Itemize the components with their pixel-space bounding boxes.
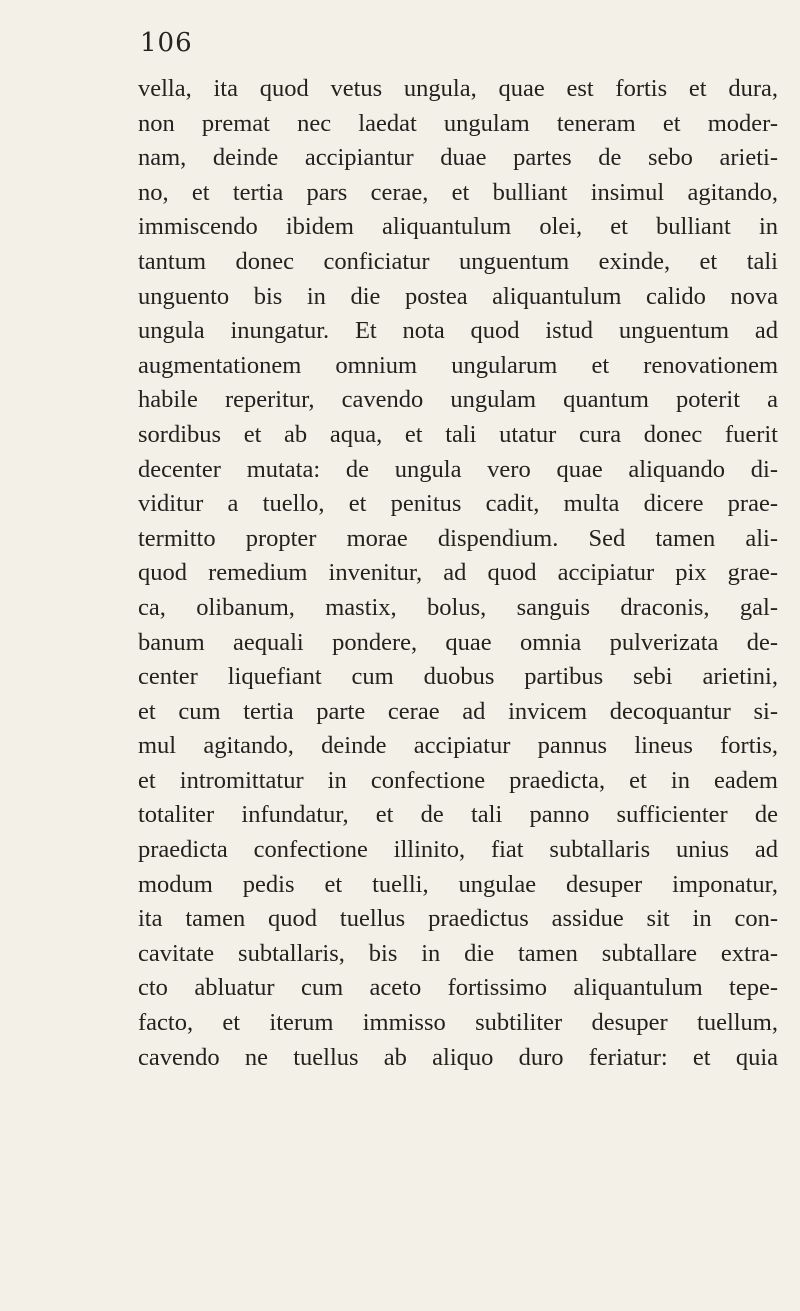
text-line: ca, olibanum, mastix, bolus, sanguis draconis, gal- <box>138 593 778 621</box>
text-line: tantum donec conficiatur unguentum exinde, et tali <box>138 247 778 275</box>
text-line: decenter mutata: de ungula vero quae aliquando di- <box>138 455 778 483</box>
text-line: totaliter infundatur, et de tali panno sufficienter de <box>138 801 778 829</box>
text-line: vella, ita quod vetus ungula, quae est fortis et dura, <box>138 75 778 102</box>
text-line: ita tamen quod tuellus praedictus assidue sit in con- <box>138 905 778 933</box>
text-line: quod remedium invenitur, ad quod accipiatur pix grae- <box>138 559 778 587</box>
text-line: immiscendo ibidem aliquantulum olei, et bulliant in <box>138 213 778 241</box>
text-line: modum pedis et tuelli, ungulae desuper imponatur, <box>138 870 778 898</box>
text-line: cavitate subtallaris, bis in die tamen subtallare extra- <box>138 939 778 967</box>
text-line: sordibus et ab aqua, et tali utatur cura donec fuerit <box>138 420 778 448</box>
text-line: termitto propter morae dispendium. Sed tamen ali- <box>138 524 778 552</box>
text-line: nam, deinde accipiantur duae partes de sebo arieti- <box>138 144 778 172</box>
text-line: et cum tertia parte cerae ad invicem decoquantur si- <box>138 697 778 725</box>
text-line: cavendo ne tuellus ab aliquo duro feriatur: et quia <box>138 1043 778 1071</box>
text-line: unguento bis in die postea aliquantulum calido nova <box>138 282 778 310</box>
text-line: viditur a tuello, et penitus cadit, multa dicere prae- <box>138 490 778 518</box>
text-line: et intromittatur in confectione praedicta, et in eadem <box>138 766 778 794</box>
text-line: mul agitando, deinde accipiatur pannus lineus fortis, <box>138 732 778 760</box>
text-line: non premat nec laedat ungulam teneram et moder- <box>138 109 778 137</box>
text-line: center liquefiant cum duobus partibus sebi arietini, <box>138 663 778 691</box>
text-line: cto abluatur cum aceto fortissimo aliquantulum tepe- <box>138 974 778 1002</box>
text-line: ungula inungatur. Et nota quod istud unguentum ad <box>138 317 778 345</box>
text-line: praedicta confectione illinito, fiat subtallaris unius ad <box>138 836 778 864</box>
text-line: augmentationem omnium ungularum et renovationem <box>138 351 778 379</box>
text-line: habile reperitur, cavendo ungulam quantum poterit a <box>138 386 778 414</box>
text-line: no, et tertia pars cerae, et bulliant insimul agitando, <box>138 178 778 206</box>
body-text <box>138 72 778 1075</box>
page-number: 106 <box>140 28 193 58</box>
text-line: facto, et iterum immisso subtiliter desuper tuellum, <box>138 1009 778 1037</box>
text-line: banum aequali pondere, quae omnia pulverizata de- <box>138 628 778 656</box>
